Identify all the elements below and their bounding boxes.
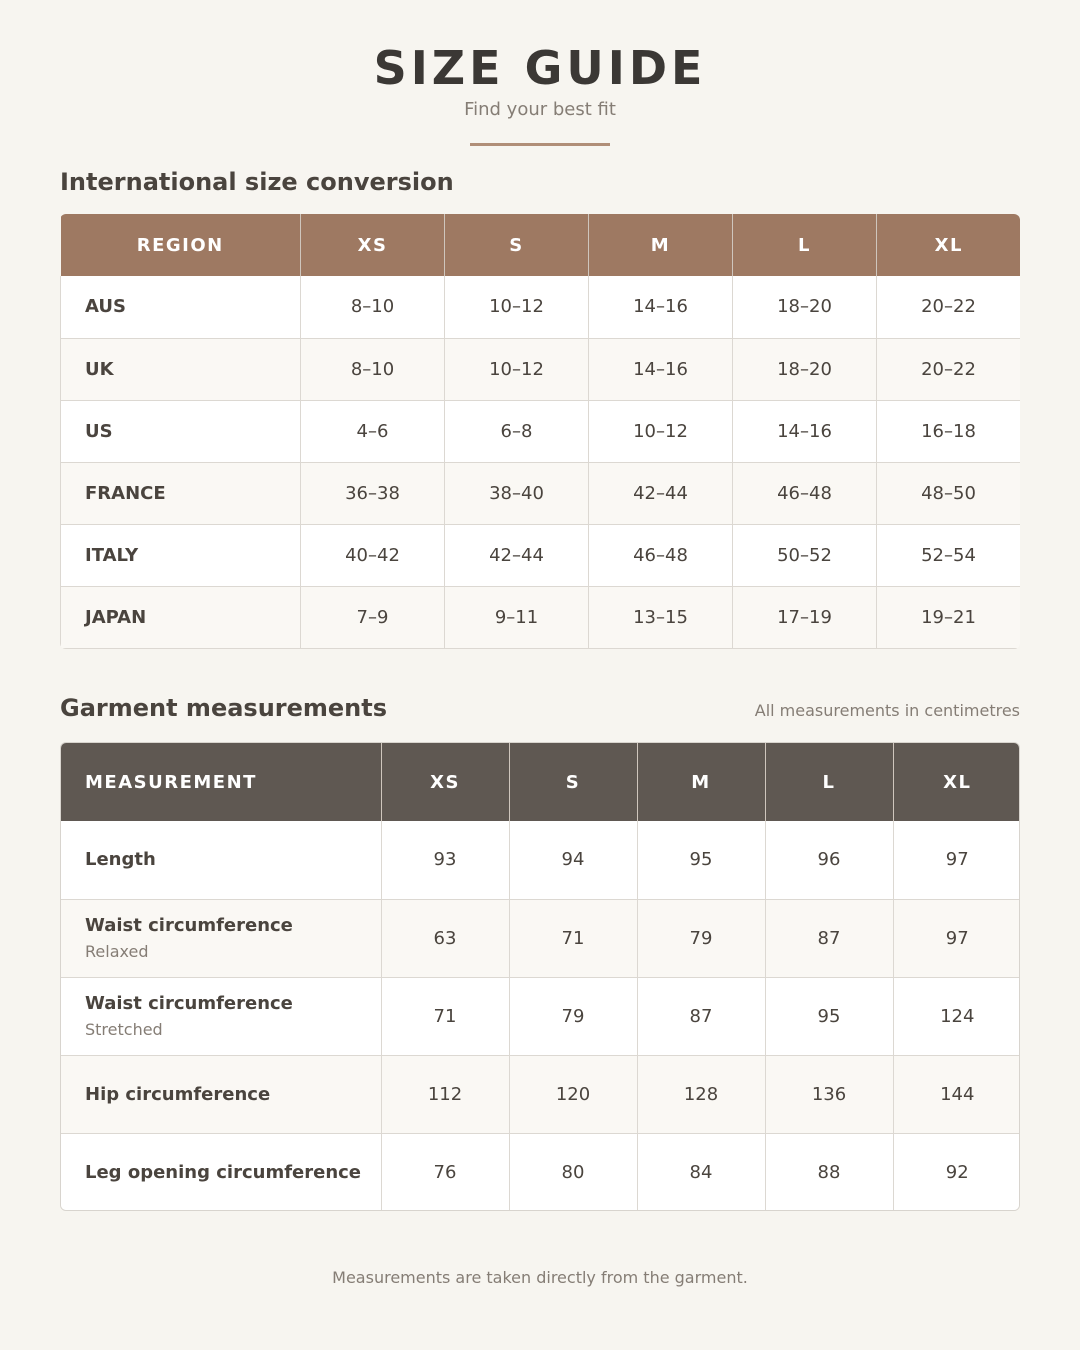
measurement-label-cell [61,1055,381,1133]
table-row [61,338,1021,400]
size-cell: 14–16 [589,276,733,338]
measurement-label: Waist circumference [85,915,293,936]
column-header-xl: XL [893,743,1020,821]
table-row [61,524,1021,586]
size-cell: 16–18 [877,400,1021,462]
region-label: UK [61,338,301,400]
measurement-cell: 120 [509,1055,637,1133]
table-row [61,276,1021,338]
table-row [61,400,1021,462]
column-header-m: M [637,743,765,821]
measurement-note: Relaxed [85,942,149,961]
footer-note: Measurements are taken directly from the garment. [332,1268,748,1287]
measurement-label: Waist circumference [85,993,293,1014]
size-cell: 8–10 [301,338,445,400]
title-divider [470,143,610,146]
measurement-label: Hip circumference [85,1083,271,1105]
measurement-cell: 96 [765,821,893,899]
measurement-note: Stretched [85,1020,163,1039]
measurement-cell: 80 [509,1133,637,1211]
region-label: FRANCE [61,462,301,524]
units-note: All measurements in centimetres [754,701,1020,720]
measurement-cell: 124 [893,977,1020,1055]
size-cell: 13–15 [589,586,733,648]
column-header-xs: XS [381,743,509,821]
measurement-cell: 87 [765,899,893,977]
measurement-label-cell [61,899,381,977]
measurement-cell: 79 [509,977,637,1055]
size-cell: 42–44 [445,524,589,586]
size-cell: 40–42 [301,524,445,586]
measurement-cell: 97 [893,821,1020,899]
column-header-l: L [765,743,893,821]
measurement-label-cell [61,977,381,1055]
table-row [61,1133,1020,1211]
region-label: JAPAN [61,586,301,648]
size-cell: 18–20 [733,276,877,338]
size-cell: 8–10 [301,276,445,338]
table-row [61,977,1020,1055]
size-cell: 48–50 [877,462,1021,524]
measurements-table-container [60,742,1020,1211]
column-header-m: M [589,214,733,276]
table-row [61,821,1020,899]
measurement-cell: 144 [893,1055,1020,1133]
size-cell: 14–16 [733,400,877,462]
column-header-measurement: MEASUREMENT [61,743,381,821]
measurement-cell: 84 [637,1133,765,1211]
measurement-cell: 93 [381,821,509,899]
measurements-table [61,743,1020,1211]
conversion-table-container [60,214,1020,649]
conversion-header-row [61,214,1021,276]
size-cell: 19–21 [877,586,1021,648]
size-cell: 18–20 [733,338,877,400]
size-cell: 36–38 [301,462,445,524]
measurements-header-row [61,743,1020,821]
measurements-heading: Garment measurements [60,694,388,722]
table-row [61,1055,1020,1133]
region-label: AUS [61,276,301,338]
size-cell: 10–12 [445,338,589,400]
measurement-cell: 92 [893,1133,1020,1211]
measurement-cell: 71 [509,899,637,977]
size-cell: 10–12 [445,276,589,338]
size-cell: 38–40 [445,462,589,524]
size-cell: 46–48 [589,524,733,586]
page-subtitle: Find your best fit [464,99,616,120]
measurement-cell: 76 [381,1133,509,1211]
table-row [61,899,1020,977]
size-cell: 14–16 [589,338,733,400]
size-cell: 4–6 [301,400,445,462]
size-cell: 20–22 [877,338,1021,400]
column-header-xl: XL [877,214,1021,276]
measurement-cell: 128 [637,1055,765,1133]
table-row [61,462,1021,524]
size-cell: 17–19 [733,586,877,648]
column-header-s: S [445,214,589,276]
column-header-s: S [509,743,637,821]
size-cell: 42–44 [589,462,733,524]
size-cell: 9–11 [445,586,589,648]
measurement-cell: 95 [765,977,893,1055]
measurement-cell: 87 [637,977,765,1055]
measurement-cell: 88 [765,1133,893,1211]
column-header-xs: XS [301,214,445,276]
size-cell: 10–12 [589,400,733,462]
measurement-cell: 71 [381,977,509,1055]
size-cell: 46–48 [733,462,877,524]
conversion-heading: International size conversion [60,168,454,196]
region-label: US [61,400,301,462]
measurement-cell: 94 [509,821,637,899]
size-cell: 20–22 [877,276,1021,338]
measurement-label-cell [61,1133,381,1211]
measurement-label-cell [61,821,381,899]
column-header-l: L [733,214,877,276]
column-header-region: REGION [61,214,301,276]
measurement-label: Length [85,849,156,871]
size-cell: 7–9 [301,586,445,648]
size-cell: 50–52 [733,524,877,586]
measurement-cell: 97 [893,899,1020,977]
size-cell: 6–8 [445,400,589,462]
page-title: SIZE GUIDE [373,41,707,95]
conversion-table [60,214,1020,649]
measurement-cell: 136 [765,1055,893,1133]
measurement-label: Leg opening circumference [85,1161,362,1183]
size-cell: 52–54 [877,524,1021,586]
region-label: ITALY [61,524,301,586]
measurement-cell: 63 [381,899,509,977]
table-row [61,586,1021,648]
measurement-cell: 95 [637,821,765,899]
measurement-cell: 112 [381,1055,509,1133]
measurement-cell: 79 [637,899,765,977]
